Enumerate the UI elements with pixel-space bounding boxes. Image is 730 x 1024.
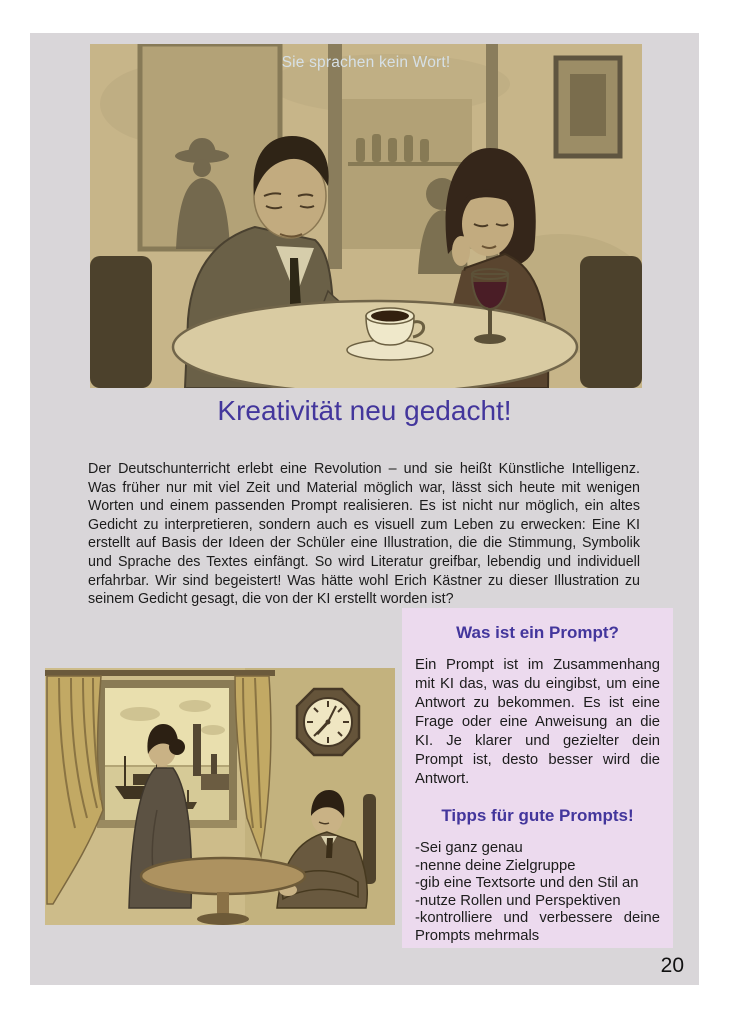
window-illustration-art xyxy=(45,668,395,925)
cafe-illustration-art xyxy=(90,44,642,388)
prompt-info-box xyxy=(402,608,673,948)
tip-item: -nenne deine Zielgruppe xyxy=(415,857,576,874)
tip-item: -nutze Rollen und Perspektiven xyxy=(415,892,621,909)
intro-paragraph: Der Deutschunterricht erlebt eine Revolution – und sie heißt Künstliche Intelligenz. Was früher nur mit viel Zeit und Material möglich war, lässt sich heute mit wenigen Worten und einem passenden Prompt realisieren. Es ist nicht nur möglich, ein altes Gedicht zu interpretieren, sondern auch es visuell zum Leben zu erwecken: Eine KI erstellt auf Basis der Ideen der Schüler eine Illustration, die die Stimmung, Symbolik und Sprache des Textes einfängt. So wird Literatur greifbar, lebendig und individuell erfahrbar. Wir sind begeistert! Was hätte wohl Erich Kästner zu dieser Illustration zu seinem Gedicht gesagt, die von der KI erstellt worden ist? xyxy=(88,461,640,608)
tip-item: -gib eine Textsorte und den Stil an xyxy=(415,875,639,892)
magazine-page xyxy=(30,33,699,985)
tip-item: -kontrolliere und verbessere deine Prompts mehrmals xyxy=(415,910,660,944)
tip-item: -Sei ganz genau xyxy=(415,840,523,856)
page-number: 20 xyxy=(660,954,684,977)
page-title: Kreativität neu gedacht! xyxy=(217,395,512,426)
prompt-box-title: Was ist ein Prompt? xyxy=(456,623,619,642)
tips-list xyxy=(415,840,660,946)
cafe-illustration xyxy=(90,44,642,388)
photo-caption: Sie sprachen kein Wort! xyxy=(281,54,451,71)
tips-title: Tipps für gute Prompts! xyxy=(441,806,634,825)
prompt-box-body: Ein Prompt ist im Zusammenhang mit KI das, was du eingibst, um eine Antwort zu bekommen. Es ist eine Frage oder eine Anweisung an die KI. Je klarer und gezielter dein Prompt ist, desto besser wird die Antwort. xyxy=(415,657,660,787)
window-illustration xyxy=(45,668,395,925)
wall-clock xyxy=(297,689,359,755)
